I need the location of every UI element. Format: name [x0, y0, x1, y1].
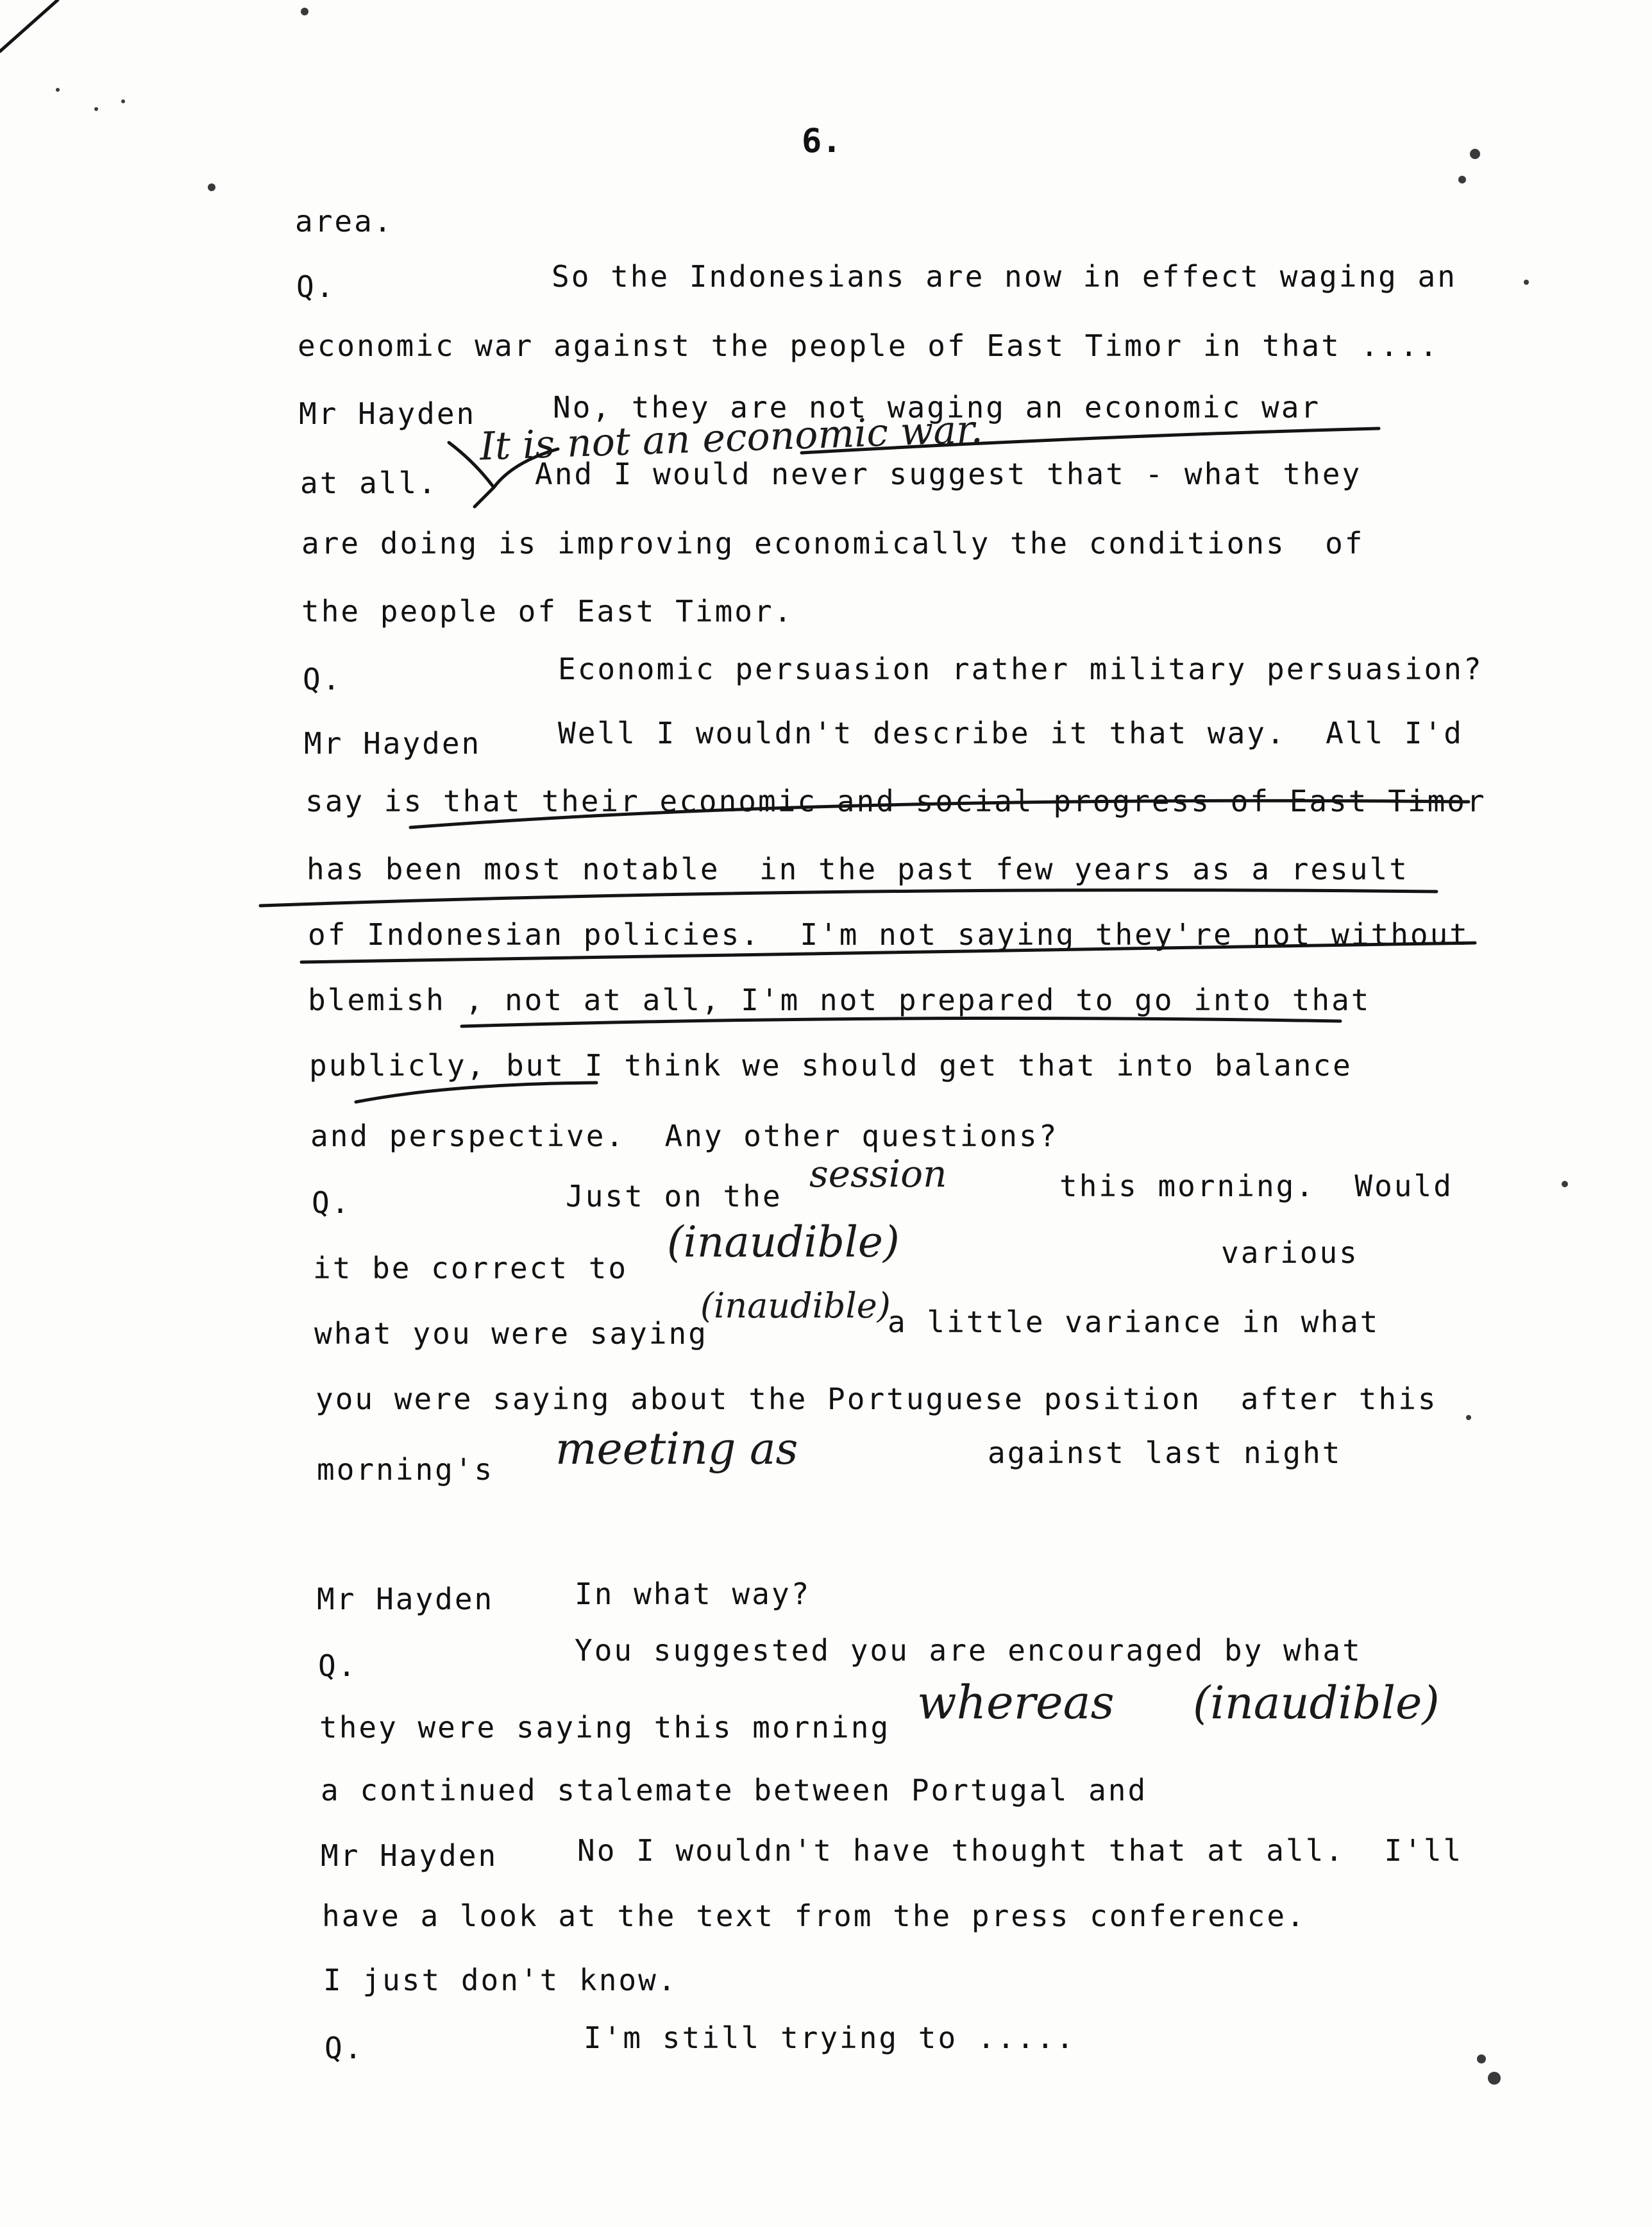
line-18b: a little variance in what — [888, 1305, 1380, 1339]
line-13: blemish , not at all, I'm not prepared to go into that — [308, 983, 1371, 1017]
insertion-underline — [802, 428, 1379, 453]
speck — [301, 8, 308, 15]
line-20b: against last night — [988, 1435, 1342, 1470]
line-05a: at all. — [300, 466, 438, 500]
line-22: You suggested you are encouraged by what — [575, 1633, 1362, 1668]
speck — [56, 88, 60, 92]
line-04: No, they are not waging an economic war — [553, 390, 1321, 425]
handwritten-inaudible: (inaudible) — [1193, 1677, 1440, 1729]
handwritten-inaudible: (inaudible) — [700, 1285, 891, 1326]
speck — [1458, 176, 1466, 183]
line-10: say is that their economic and social progress of East Timor — [305, 784, 1487, 818]
line-24: a continued stalemate between Portugal and — [321, 1773, 1148, 1808]
speaker-q: Q. — [324, 2031, 364, 2065]
underline-line-14 — [356, 1083, 596, 1102]
line-28: I'm still trying to ..... — [584, 2020, 1076, 2055]
line-18a: what you were saying — [314, 1316, 708, 1351]
speck — [1488, 2072, 1501, 2085]
line-14: publicly, but I think we should get that into balance — [309, 1048, 1353, 1083]
corner-line — [0, 0, 58, 51]
line-02: So the Indonesians are now in effect waging an — [552, 259, 1457, 294]
line-19: you were saying about the Portuguese position after this — [316, 1382, 1438, 1416]
speaker-mr-hayden: Mr Hayden — [304, 726, 482, 761]
speck — [1477, 2054, 1486, 2063]
underline-line-13 — [462, 1019, 1340, 1027]
speaker-q: Q. — [312, 1185, 351, 1220]
handwritten-session: session — [809, 1152, 947, 1196]
line-17a: it be correct to — [313, 1251, 628, 1285]
speck — [1562, 1181, 1568, 1187]
speaker-mr-hayden: Mr Hayden — [321, 1838, 498, 1873]
speck — [121, 99, 125, 103]
line-15: and perspective. Any other questions? — [310, 1119, 1059, 1153]
underline-line-12 — [301, 943, 1475, 962]
speck — [208, 183, 215, 191]
handwritten-whereas: whereas — [917, 1675, 1115, 1729]
line-26: have a look at the text from the press conference. — [322, 1899, 1306, 1933]
line-25: No I wouldn't have thought that at all. I'll — [577, 1833, 1463, 1868]
line-11: has been most notable in the past few years as a result — [307, 852, 1409, 886]
line-12: of Indonesian policies. I'm not saying they're not without — [308, 917, 1469, 952]
speaker-mr-hayden: Mr Hayden — [299, 396, 476, 431]
line-21: In what way? — [575, 1577, 811, 1611]
line-27: I just don't know. — [323, 1963, 678, 1997]
underline-line-10 — [410, 800, 1469, 827]
line-17b: various — [1221, 1235, 1359, 1270]
page-number: 6. — [802, 122, 842, 160]
handwritten-meeting-as: meeting as — [555, 1424, 798, 1475]
underline-line-11 — [260, 890, 1437, 906]
line-08: Economic persuasion rather military persuasion? — [558, 652, 1483, 686]
speaker-q: Q. — [303, 662, 342, 697]
speaker-q: Q. — [318, 1648, 358, 1683]
speck — [1466, 1415, 1471, 1420]
insertion-caret-mark — [449, 443, 558, 507]
handwritten-insertion: It is not an economic war. — [479, 407, 984, 470]
line-07: the people of East Timor. — [301, 594, 794, 629]
speck — [1524, 280, 1529, 285]
line-05b: And I would never suggest that - what they — [535, 457, 1362, 491]
speaker-mr-hayden: Mr Hayden — [317, 1582, 494, 1616]
line-09: Well I wouldn't describe it that way. All I'd — [558, 716, 1463, 750]
line-01: area. — [295, 204, 394, 239]
line-23: they were saying this morning — [319, 1710, 891, 1745]
speck — [1470, 149, 1480, 159]
line-16b: this morning. Would — [1059, 1169, 1453, 1203]
speaker-q: Q. — [296, 269, 336, 304]
handwritten-inaudible: (inaudible) — [667, 1217, 900, 1267]
line-03: economic war against the people of East Timor in that .... — [298, 328, 1440, 363]
line-06: are doing is improving economically the conditions of — [301, 526, 1365, 561]
line-20a: morning's — [317, 1452, 494, 1487]
speck — [94, 107, 98, 111]
line-16a: Just on the — [566, 1179, 782, 1214]
